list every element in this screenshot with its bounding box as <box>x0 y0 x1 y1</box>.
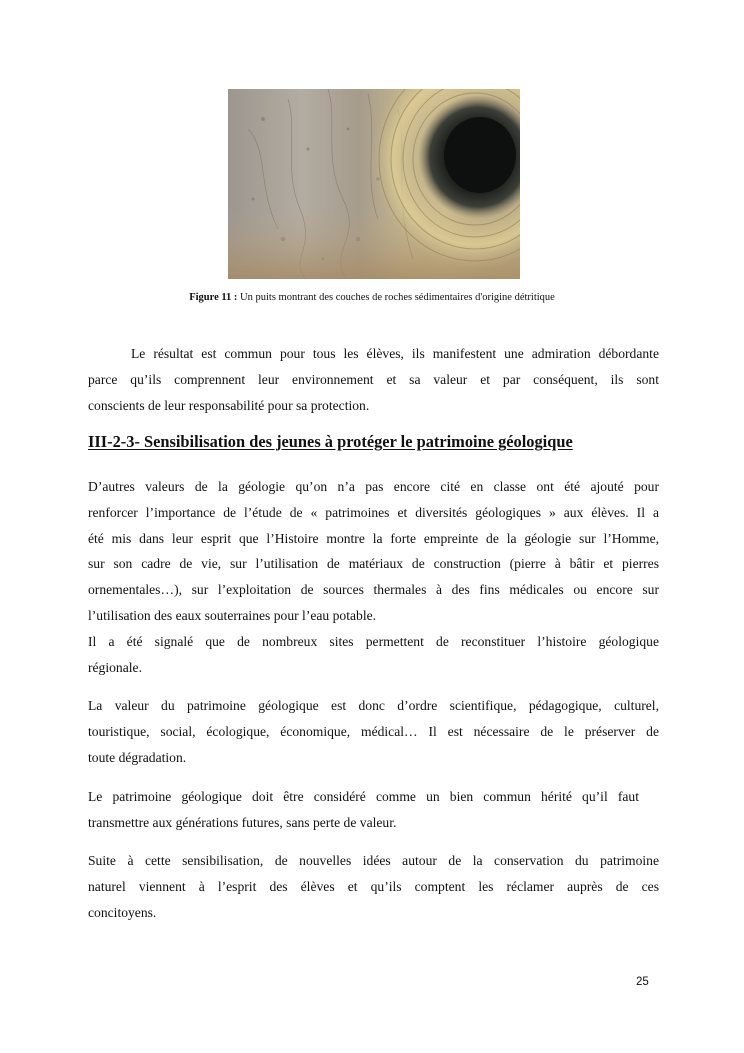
text-line: toute dégradation. <box>88 749 187 765</box>
text-line: transmettre aux générations futures, sans perte de valeur. <box>88 814 397 830</box>
text-line: concitoyens. <box>88 904 157 920</box>
text-line: La valeur du patrimoine géologique est donc d’ordre scientifique, pédagogique, culturel, <box>88 698 659 713</box>
paragraph-result <box>88 341 659 418</box>
paragraph-other-values <box>88 474 659 629</box>
text-line: D’autres valeurs de la géologie qu’on n’a pas encore cité en classe ont été ajouté pour <box>88 479 659 494</box>
text-line: renforcer l’importance de l’étude de « patrimoines et diversités géologiques » aux élèves. Il a <box>88 504 659 520</box>
section-heading: III-2-3- Sensibilisation des jeunes à protéger le patrimoine géologique <box>88 432 573 451</box>
text-line: régionale. <box>88 659 142 675</box>
figure-caption-text: Un puits montrant des couches de roches sédimentaires d'origine détritique <box>240 292 555 303</box>
text-line: parce qu’ils comprennent leur environnement et sa valeur et par conséquent, ils sont <box>88 371 659 387</box>
text-line: ornementales…), sur l’exploitation de sources thermales à des fins médicales ou encore sur <box>88 582 659 598</box>
text-line: l’utilisation des eaux souterraines pour l’eau potable. <box>88 607 377 623</box>
paragraph-common-good <box>88 784 639 836</box>
text-line: sur son cadre de vie, sur l’utilisation de matériaux de construction (pierre à bâtir et pierres <box>88 556 659 572</box>
paragraph-sites <box>88 629 659 681</box>
text-line: Le patrimoine géologique doit être considéré comme un bien commun hérité qu’il faut <box>88 789 639 804</box>
text-line: été mis dans leur esprit que l’Histoire montre la forte empreinte de la géologie sur l’Homme, <box>88 530 659 546</box>
text-line: Il a été signalé que de nombreux sites permettent de reconstituer l’histoire géologique <box>88 634 659 649</box>
text-line: Le résultat est commun pour tous les élèves, ils manifestent une admiration débordante <box>131 346 659 361</box>
text-line: conscients de leur responsabilité pour sa protection. <box>88 397 370 413</box>
text-line: Suite à cette sensibilisation, de nouvelles idées autour de la conservation du patrimoine <box>88 853 659 868</box>
paragraph-value <box>88 693 659 770</box>
figure-caption <box>0 291 744 305</box>
paragraph-new-ideas <box>88 848 659 925</box>
well-photo <box>228 89 520 279</box>
figure-label: Figure 11 : <box>189 292 238 303</box>
page-number: 25 <box>636 976 649 988</box>
text-line: touristique, social, écologique, économique, médical… Il est nécessaire de le préserver de <box>88 723 659 739</box>
text-line: naturel viennent à l’esprit des élèves et qu’ils comptent les réclamer auprès de ces <box>88 878 659 894</box>
